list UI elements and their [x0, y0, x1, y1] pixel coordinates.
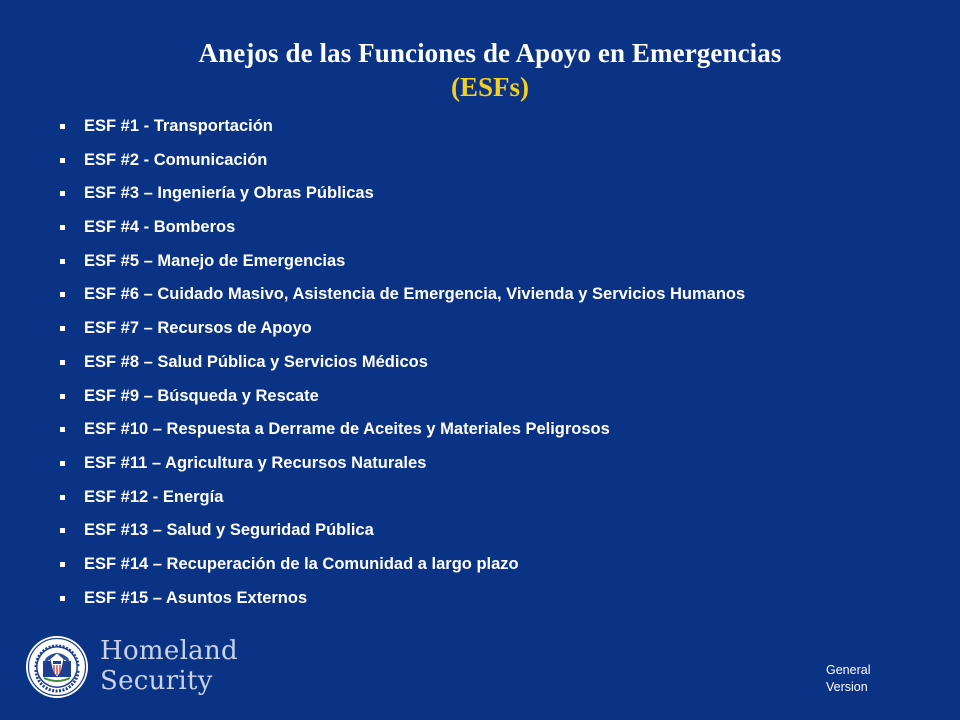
square-bullet-icon [60, 528, 65, 533]
list-item [58, 315, 745, 349]
list-item-text: ESF #3 – Ingeniería y Obras Públicas [84, 184, 374, 203]
square-bullet-icon [60, 461, 65, 466]
logo-line-security: Security [100, 666, 213, 696]
list-item [58, 450, 745, 484]
square-bullet-icon [60, 225, 65, 230]
list-item [58, 248, 745, 282]
list-item-text: ESF #12 - Energía [84, 487, 224, 506]
square-bullet-icon [60, 326, 65, 331]
square-bullet-icon [60, 394, 65, 399]
list-item-text: ESF #4 - Bomberos [84, 218, 236, 237]
square-bullet-icon [60, 259, 65, 264]
logo-wordmark [100, 636, 238, 696]
square-bullet-icon [60, 596, 65, 601]
list-item-text: ESF #15 – Asuntos Externos [84, 588, 308, 607]
slide-title [120, 36, 860, 104]
square-bullet-icon [60, 495, 65, 500]
logo-line-homeland: Homeland [100, 636, 238, 666]
list-item-text: ESF #7 – Recursos de Apoyo [84, 319, 312, 338]
square-bullet-icon [60, 292, 65, 297]
list-item [58, 214, 745, 248]
list-item [58, 180, 745, 214]
list-item [58, 551, 745, 585]
list-item-text: ESF #14 – Recuperación de la Comunidad a largo plazo [84, 554, 519, 573]
version-line-2: Version [826, 680, 868, 694]
square-bullet-icon [60, 562, 65, 567]
title-line-acronym: (ESFs) [450, 72, 529, 102]
version-note [826, 662, 870, 696]
list-item-text: ESF #2 - Comunicación [84, 150, 268, 169]
square-bullet-icon [60, 360, 65, 365]
list-item-text: ESF #13 – Salud y Seguridad Pública [84, 521, 374, 540]
square-bullet-icon [60, 427, 65, 432]
square-bullet-icon [60, 158, 65, 163]
list-item-text: ESF #5 – Manejo de Emergencias [84, 251, 346, 270]
list-item-text: ESF #9 – Búsqueda y Rescate [84, 386, 319, 405]
list-item [58, 383, 745, 417]
list-item-text: ESF #8 – Salud Pública y Servicios Médicos [84, 352, 428, 371]
list-item [58, 416, 745, 450]
list-item [58, 484, 745, 518]
list-item [58, 585, 745, 619]
list-item [58, 517, 745, 551]
list-item-text: ESF #11 – Agricultura y Recursos Naturales [84, 453, 427, 472]
version-line-1: General [826, 663, 871, 677]
list-item [58, 147, 745, 181]
esf-list [58, 113, 745, 618]
list-item [58, 113, 745, 147]
dhs-seal-icon [24, 634, 90, 700]
homeland-security-logo [24, 634, 254, 704]
list-item-text: ESF #6 – Cuidado Masivo, Asistencia de Emergencia, Vivienda y Servicios Humanos [84, 285, 746, 304]
list-item [58, 281, 745, 315]
list-item-text: ESF #1 - Transportación [84, 117, 273, 135]
square-bullet-icon [60, 191, 65, 196]
square-bullet-icon [60, 124, 65, 129]
list-item [58, 349, 745, 383]
list-item-text: ESF #10 – Respuesta a Derrame de Aceites y Materiales Peligrosos [84, 420, 610, 439]
title-line-main: Anejos de las Funciones de Apoyo en Emergencias [198, 38, 782, 68]
